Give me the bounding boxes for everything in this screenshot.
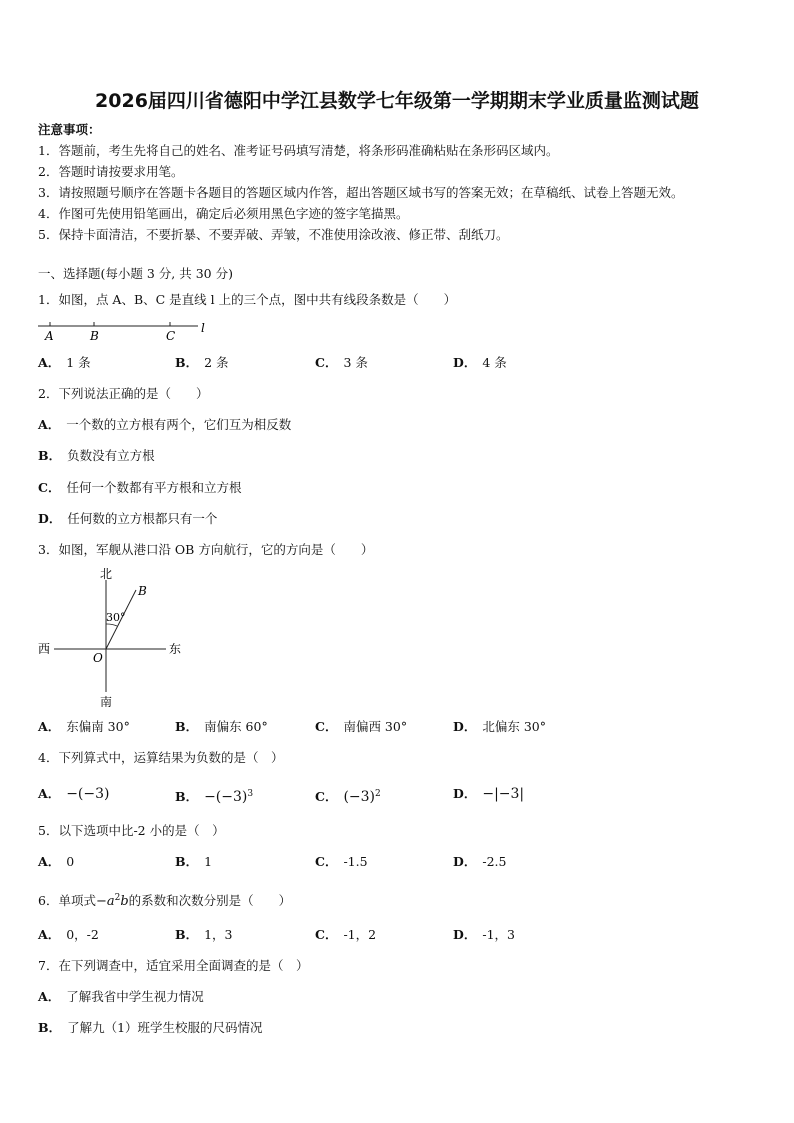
point-b-label: B bbox=[90, 329, 99, 343]
option-text: 了解九（1）班学生校服的尺码情况 bbox=[67, 1020, 263, 1035]
option-label: C． bbox=[315, 789, 338, 805]
option-d bbox=[453, 355, 507, 371]
line-segment-figure bbox=[36, 318, 216, 346]
option-a bbox=[38, 417, 291, 433]
question-1-stem: 1．如图，点 A、B、C 是直线 l 上的三个点，图中共有线段条数是（ ） bbox=[38, 292, 457, 307]
option-label: A． bbox=[38, 927, 61, 942]
option-b bbox=[38, 1020, 263, 1036]
option-label: B． bbox=[175, 719, 199, 734]
question-2-stem: 2．下列说法正确的是（ ） bbox=[38, 386, 209, 401]
stem-text: 的系数和次数分别是（ ） bbox=[128, 893, 292, 909]
option-text: -1.5 bbox=[343, 854, 368, 869]
option-b bbox=[175, 719, 268, 735]
option-c bbox=[315, 355, 368, 371]
option-label: D． bbox=[453, 786, 477, 801]
question-4-stem: 4．下列算式中，运算结果为负数的是（ ） bbox=[38, 750, 284, 765]
option-label: B． bbox=[175, 789, 199, 805]
question-7-stem: 7．在下列调查中，适宜采用全面调查的是（ ） bbox=[38, 958, 309, 973]
option-a bbox=[38, 989, 204, 1005]
option-text: 任何一个数都有平方根和立方根 bbox=[66, 480, 242, 495]
option-d bbox=[38, 511, 217, 527]
option-text: −(−3) bbox=[204, 789, 248, 806]
option-text: 0，-2 bbox=[66, 927, 99, 942]
option-text: 0 bbox=[66, 854, 75, 869]
notice-item: 1．答题前，考生先将自己的姓名、准考证号码填写清楚，将条形码准确粘贴在条形码区域内。 bbox=[38, 143, 559, 158]
point-b-label: B bbox=[138, 584, 147, 598]
option-d bbox=[453, 719, 546, 735]
compass-direction-figure bbox=[36, 562, 196, 712]
notice-item: 2．答题时请按要求用笔。 bbox=[38, 164, 184, 179]
option-label: A． bbox=[38, 989, 61, 1004]
option-text: (−3) bbox=[343, 789, 376, 806]
option-text: 负数没有立方根 bbox=[67, 448, 155, 463]
north-label: 北 bbox=[100, 567, 113, 581]
option-label: B． bbox=[175, 355, 199, 370]
option-label: C． bbox=[315, 719, 338, 734]
option-label: A． bbox=[38, 719, 61, 734]
stem-text: 6．单项式 bbox=[38, 893, 96, 909]
notice-heading: 注意事项： bbox=[38, 122, 101, 137]
option-label: A． bbox=[38, 786, 61, 801]
option-d bbox=[453, 927, 515, 943]
option-label: C． bbox=[38, 480, 61, 495]
monomial-variable: b bbox=[120, 894, 129, 910]
monomial: −a bbox=[95, 894, 115, 910]
option-text: 南偏东 60° bbox=[204, 719, 268, 734]
option-text: 一个数的立方根有两个，它们互为相反数 bbox=[66, 417, 292, 432]
notice-item: 4．作图可先使用铅笔画出，确定后必须用黑色字迹的签字笔描黑。 bbox=[38, 206, 409, 221]
option-text: 任何数的立方根都只有一个 bbox=[67, 511, 218, 526]
exponent: 2 bbox=[375, 789, 381, 799]
section-heading: 一、选择题(每小题 3 分, 共 30 分) bbox=[38, 266, 233, 281]
option-c bbox=[315, 786, 381, 805]
option-text: 3 条 bbox=[343, 355, 368, 370]
option-label: C． bbox=[315, 355, 338, 370]
option-label: D． bbox=[453, 355, 477, 370]
option-label: C． bbox=[315, 854, 338, 869]
option-a bbox=[38, 854, 74, 870]
option-text: 东偏南 30° bbox=[66, 719, 130, 734]
exponent: 3 bbox=[247, 789, 254, 799]
option-text: 1 bbox=[204, 854, 213, 869]
line-l-label: l bbox=[201, 321, 205, 335]
option-label: A． bbox=[38, 355, 61, 370]
option-d bbox=[453, 854, 506, 870]
option-c bbox=[315, 927, 376, 943]
option-c bbox=[38, 480, 241, 496]
exam-title: 2026届四川省德阳中学江县数学七年级第一学期期末学业质量监测试题 bbox=[95, 90, 699, 112]
question-3-stem: 3．如图，军舰从港口沿 OB 方向航行，它的方向是（ ） bbox=[38, 542, 374, 557]
option-c bbox=[315, 854, 368, 870]
option-b bbox=[175, 786, 253, 805]
option-text: 1 条 bbox=[66, 355, 91, 370]
option-b bbox=[175, 355, 229, 371]
east-label: 东 bbox=[169, 642, 182, 656]
point-a-label: A bbox=[45, 329, 54, 343]
option-d bbox=[453, 786, 524, 802]
option-label: D． bbox=[38, 511, 62, 526]
option-a bbox=[38, 786, 110, 802]
option-text: 1，3 bbox=[204, 927, 233, 942]
option-text: 南偏西 30° bbox=[343, 719, 408, 734]
option-label: B． bbox=[175, 854, 199, 869]
question-5-stem: 5．以下选项中比-2 小的是（ ） bbox=[38, 823, 225, 838]
option-label: D． bbox=[453, 719, 477, 734]
origin-o-label: O bbox=[93, 651, 103, 665]
option-text: −|−3| bbox=[482, 786, 525, 802]
option-text: -2.5 bbox=[482, 854, 507, 869]
option-text: 北偏东 30° bbox=[482, 719, 546, 734]
option-text: -1，3 bbox=[482, 927, 515, 942]
option-a bbox=[38, 719, 130, 735]
option-text: 了解我省中学生视力情况 bbox=[66, 989, 204, 1004]
option-a bbox=[38, 355, 91, 371]
option-label: C． bbox=[315, 927, 338, 942]
option-label: D． bbox=[453, 854, 477, 869]
point-c-label: C bbox=[166, 329, 176, 343]
angle-label: 30° bbox=[106, 611, 126, 624]
notice-item: 5．保持卡面清洁，不要折暴、不要弄破、弄皱，不准使用涂改液、修正带、刮纸刀。 bbox=[38, 227, 509, 242]
option-text: -1，2 bbox=[343, 927, 377, 942]
option-a bbox=[38, 927, 99, 943]
option-label: A． bbox=[38, 854, 61, 869]
option-label: B． bbox=[38, 448, 62, 463]
notice-item: 3．请按照题号顺序在答题卡各题目的答题区域内作答，超出答题区域书写的答案无效；在草稿纸、试卷上答题无效。 bbox=[38, 185, 684, 200]
option-label: B． bbox=[175, 927, 199, 942]
option-c bbox=[315, 719, 407, 735]
option-text: −(−3) bbox=[66, 786, 110, 802]
option-b bbox=[175, 927, 232, 943]
west-label: 西 bbox=[38, 642, 51, 656]
option-label: D． bbox=[453, 927, 477, 942]
exponent: 2 bbox=[114, 893, 121, 903]
option-b bbox=[38, 448, 155, 464]
option-b bbox=[175, 854, 212, 870]
south-label: 南 bbox=[100, 695, 113, 709]
option-text: 4 条 bbox=[482, 355, 507, 370]
option-label: A． bbox=[38, 417, 61, 432]
question-6-stem bbox=[38, 890, 291, 910]
option-text: 2 条 bbox=[204, 355, 229, 370]
option-label: B． bbox=[38, 1020, 62, 1035]
